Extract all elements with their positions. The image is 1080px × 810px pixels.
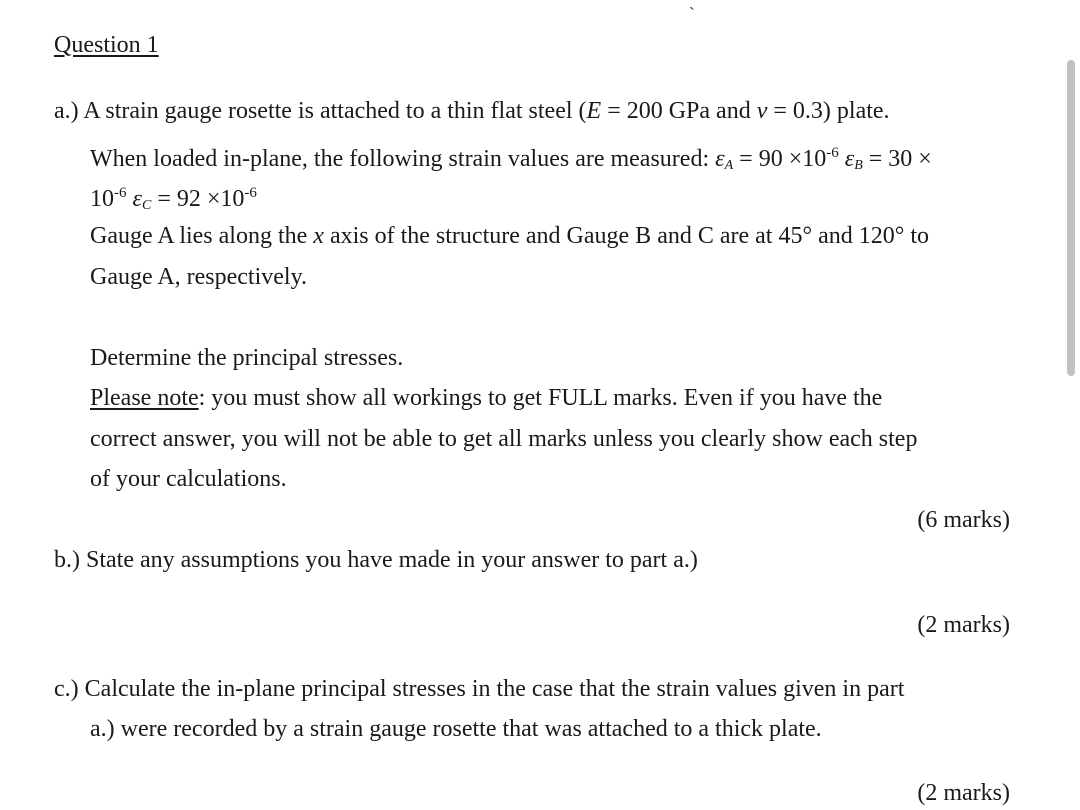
scrollbar-thumb[interactable] [1067,60,1075,376]
part-a-line-2: When loaded in-plane, the following strain values are measured: $\varepsilon_A = 90 \times 10^{-6}$ $\varepsilon_B = 30$ × [90,145,932,173]
part-a-line-5: Gauge A, respectively. [90,264,308,290]
part-b-line: b.) State any assumptions you have made in your answer to part a.) [54,547,698,573]
part-a-marks: (6 marks) [917,507,1010,533]
part-c-line-2: a.) were recorded by a strain gauge rosette that was attached to a thick plate. [90,716,822,742]
part-a-determine: Determine the principal stresses. [90,345,404,371]
part-b-marks: (2 marks) [917,612,1010,638]
stray-tick-mark: ` [689,4,695,24]
part-a-note-line-2: correct answer, you will not be able to get all marks unless you clearly show each step [90,426,918,452]
part-a-line-4: Gauge A lies along the x axis of the structure and Gauge B and C are at 45° and 120° to [90,223,929,249]
part-a-line-3: $10^{-6}$ $\varepsilon_C = 92 \times 10^{-6}$ [90,185,257,213]
part-c-label: c.) [54,676,79,702]
question-heading: Question 1 [54,32,159,58]
part-a-note-line-3: of your calculations. [90,466,287,492]
part-a-line-1: a.) A strain gauge rosette is attached to a thin flat steel (E = 200 GPa and v = 0.3) plate. [54,98,890,124]
part-b-label: b.) [54,547,80,573]
part-c-line-1: c.) Calculate the in-plane principal stresses in the case that the strain values given in part [54,676,905,702]
vertical-scrollbar[interactable] [1064,0,1080,810]
part-c-marks: (2 marks) [917,780,1010,806]
please-note-label: Please note [90,385,199,411]
part-a-note-line-1: Please note: you must show all workings to get FULL marks. Even if you have the [90,385,883,411]
part-a-label: a.) [54,98,79,124]
